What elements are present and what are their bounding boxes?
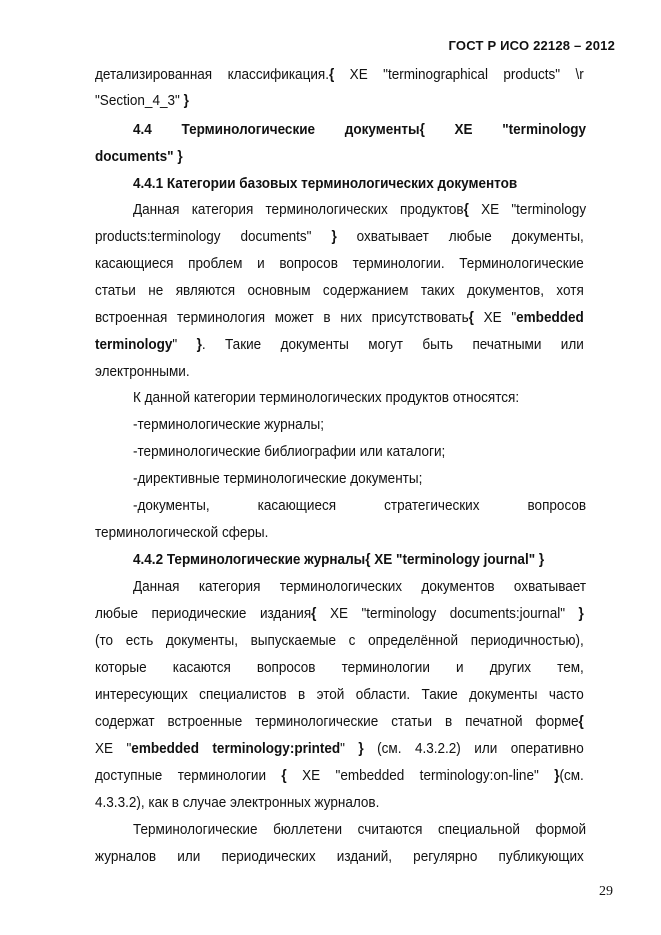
text-span: }	[358, 741, 364, 757]
text-line	[95, 686, 584, 704]
text-span: products:terminology documents"	[95, 229, 332, 245]
text-line	[133, 551, 586, 569]
text-span: XE "terminographical products" \r	[334, 67, 584, 83]
text-span: любые периодические издания	[95, 606, 312, 622]
text-span: Данная категория терминологических продуктов	[133, 202, 464, 218]
text-line	[133, 443, 586, 461]
text-span: embedded terminology:printed	[131, 741, 341, 757]
running-header: ГОСТ Р ИСО 22128 – 2012	[448, 38, 615, 53]
text-span: "	[172, 337, 197, 353]
text-span: интересующих специалистов в этой области. Такие документы часто	[95, 687, 584, 703]
text-span: встроенная терминология может в них присутствовать	[95, 310, 469, 326]
text-span: XE "terminology documents:journal"	[316, 606, 579, 622]
text-span: Терминологические бюллетени считаются специальной формой	[133, 822, 587, 838]
text-span: касающиеся проблем и вопросов терминологии. Терминологические	[95, 256, 584, 272]
text-line	[133, 389, 586, 407]
text-span: -терминологические журналы;	[133, 417, 325, 433]
text-line	[95, 66, 584, 84]
text-span: "Section_4_3"	[95, 93, 184, 109]
text-span: XE "terminology	[468, 202, 587, 218]
text-span: К данной категории терминологических продуктов относятся:	[133, 390, 520, 406]
text-line	[95, 659, 584, 677]
text-span: XE "	[473, 310, 517, 326]
text-span: доступные терминологии	[95, 768, 282, 784]
text-span: {	[578, 714, 584, 730]
text-line	[95, 255, 584, 273]
text-line	[95, 524, 584, 542]
text-span: documents" }	[95, 149, 183, 165]
text-span: журналов или периодических изданий, регулярно публикующих	[95, 849, 584, 865]
text-line	[133, 470, 586, 488]
text-span: {	[328, 67, 335, 83]
text-line	[95, 336, 584, 354]
text-line	[95, 740, 584, 758]
page-number: 29	[599, 884, 613, 899]
text-line	[95, 848, 584, 866]
text-span: {	[281, 768, 287, 784]
text-line	[95, 363, 584, 381]
text-span: {	[468, 310, 474, 326]
text-span: embedded	[516, 310, 584, 326]
text-span: XE "embedded terminology:on-line"	[286, 768, 555, 784]
text-line	[133, 201, 586, 219]
text-span: (то есть документы, выпускаемые с определённой периодичностью),	[95, 633, 584, 649]
text-line	[95, 92, 584, 110]
text-span: детализированная классификация.	[95, 67, 329, 83]
text-line	[95, 632, 584, 650]
text-span: -документы, касающиеся стратегических вопросов	[133, 498, 587, 514]
text-span: 4.4.1 Категории базовых терминологических документов	[133, 176, 518, 192]
text-span: . Такие документы могут быть печатными или	[201, 337, 584, 353]
text-line	[95, 794, 584, 812]
text-span: (см. 4.3.2.2) или оперативно	[363, 741, 584, 757]
text-span: }	[331, 229, 337, 245]
text-span: }	[196, 337, 202, 353]
text-span: терминологической сферы.	[95, 525, 269, 541]
text-span: охватывает любые документы,	[336, 229, 584, 245]
text-line	[133, 175, 586, 193]
text-span: XE "	[95, 741, 132, 757]
text-span: terminology	[95, 337, 173, 353]
text-span: -директивные терминологические документы;	[133, 471, 423, 487]
text-line	[95, 767, 584, 785]
text-span: содержат встроенные терминологические статьи в печатной форме	[95, 714, 579, 730]
text-span: "	[340, 741, 359, 757]
text-line	[133, 497, 586, 515]
text-line	[133, 416, 586, 434]
text-line	[133, 821, 586, 839]
text-line	[95, 148, 584, 166]
text-span: }	[578, 606, 584, 622]
text-span: {	[311, 606, 317, 622]
text-line	[95, 282, 584, 300]
text-span: }	[183, 93, 189, 109]
text-span: (см.	[559, 768, 584, 784]
text-span: {	[463, 202, 469, 218]
text-line	[133, 121, 586, 139]
text-line	[95, 605, 584, 623]
text-span: которые касаются вопросов терминологии и других тем,	[95, 660, 584, 676]
text-span: 4.4.2 Терминологические журналы{ XE "terminology journal" }	[133, 552, 545, 568]
text-span: электронными.	[95, 364, 190, 380]
text-span: 4.4 Терминологические документы{ XE "terminology	[133, 122, 587, 138]
text-span: 4.3.3.2), как в случае электронных журналов.	[95, 795, 380, 811]
text-line	[95, 713, 584, 731]
text-span: -терминологические библиографии или каталоги;	[133, 444, 446, 460]
text-line	[95, 228, 584, 246]
text-span: Данная категория терминологических документов охватывает	[133, 579, 587, 595]
text-line	[95, 309, 584, 327]
text-line	[133, 578, 586, 596]
text-span: }	[554, 768, 560, 784]
text-span: статьи не являются основным содержанием таких документов, хотя	[95, 283, 584, 299]
